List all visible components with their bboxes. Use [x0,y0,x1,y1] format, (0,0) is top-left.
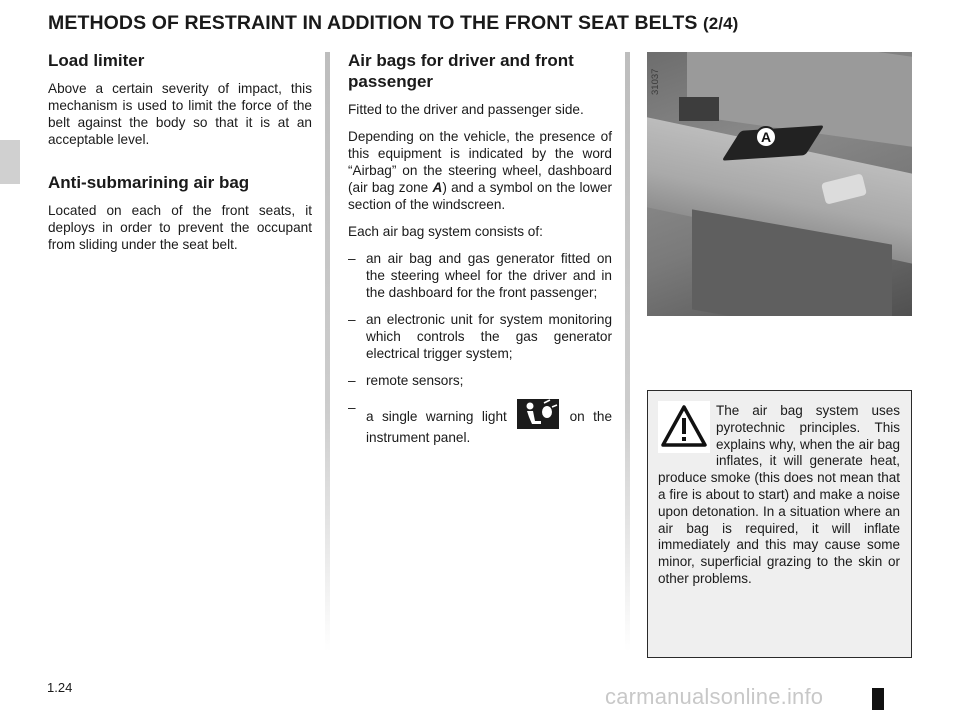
load-limiter-text: Above a certain severity of impact, this mechanism is used to limit the force of the belt against the body so that it is at an acceptable level. [48,81,312,147]
warning-text: The air bag system uses pyrotechnic principles. This explains why, when the air bag inflates, it will generate heat, produce smoke (this does not mean that a fire is about to start) and make a noise upon detonation. In a situation where an air bag is required, it will inflate immediately and this may cause some minor, superficial grazing to the skin or other problems. [658,403,900,586]
system-consists-text: Each air bag system consists of: [348,224,543,239]
airbag-warning-light-icon [517,399,559,429]
list-item: – an air bag and gas generator fitted on the steering wheel for the driver and in the dashboard for the front passenger; [348,250,612,301]
load-limiter-heading: Load limiter [48,51,145,70]
callout-label: A [755,126,777,148]
corner-mark [872,688,884,710]
middle-column [348,50,612,456]
page-number: 1.24 [47,680,73,695]
watermark: carmanualsonline.info [605,684,824,709]
warning-box [647,390,912,658]
section-tab [0,140,20,184]
airbags-indication-text: Depending on the vehicle, the presence of this equipment is indicated by the word “Airbag” on the steering wheel, dashboard (air bag zone A) and a symbol on the lower section of the windscreen. [348,129,612,212]
airbag-components-list [348,250,612,446]
air-bag-zone-ref: A [432,180,443,195]
figure-reference: 31037 [650,68,661,95]
page-title: METHODS OF RESTRAINT IN ADDITION TO THE FRONT SEAT BELTS (2/4) [48,12,739,34]
airbags-heading: Air bags for driver and front passenger [348,51,574,91]
list-item: – a single warning light on the instrument panel. [348,399,612,446]
left-column [48,50,312,253]
column-divider [325,52,330,652]
dashboard-photo [647,52,912,316]
anti-submarining-heading: Anti-submarining air bag [48,173,250,192]
airbags-fitted-text: Fitted to the driver and passenger side. [348,102,584,117]
page-part-indicator: (2/4) [702,14,739,33]
column-divider [625,52,630,652]
list-item: – an electronic unit for system monitoring which controls the gas generator electrical trigger system; [348,311,612,362]
anti-submarining-text: Located on each of the front seats, it deploys in order to prevent the occupant from sliding under the seat belt. [48,203,312,252]
list-item: – remote sensors; [348,372,612,389]
